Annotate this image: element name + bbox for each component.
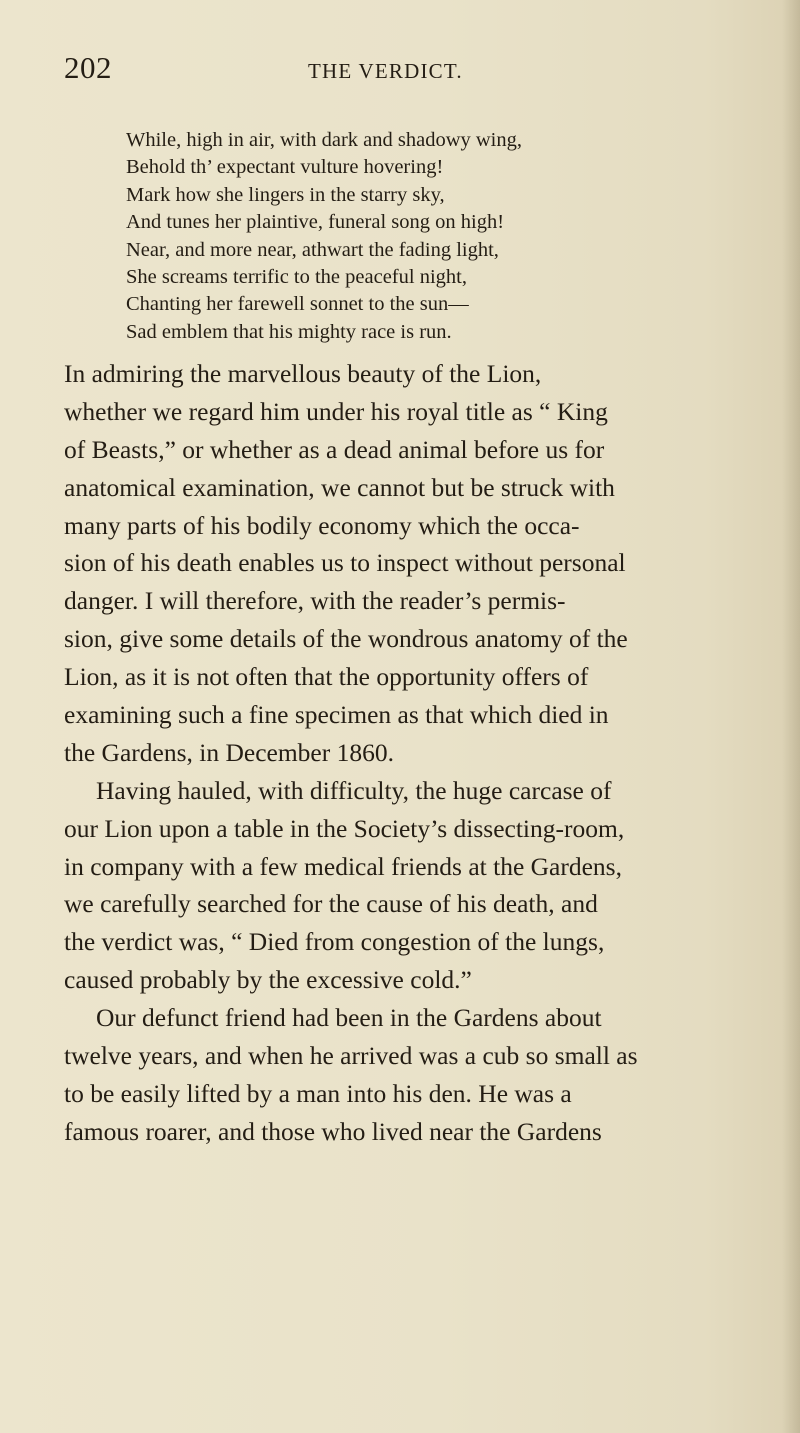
body-text-line: of Beasts,” or whether as a dead animal before us for xyxy=(64,434,605,464)
body-text-line: in company with a few medical friends at the Gardens, xyxy=(64,851,622,881)
poem-stanza xyxy=(126,127,726,346)
body-text-line: Our defunct friend had been in the Gardens about xyxy=(96,1003,602,1033)
body-text-line: to be easily lifted by a man into his den. He was a xyxy=(64,1078,572,1108)
body-text-line: twelve years, and when he arrived was a cub so small as xyxy=(64,1041,638,1071)
body-text-line: Lion, as it is not often that the opportunity offers of xyxy=(64,662,589,692)
poem-line: And tunes her plaintive, funeral song on high! xyxy=(126,211,505,234)
poem-line: Chanting her farewell sonnet to the sun— xyxy=(126,293,469,316)
poem-line: Sad emblem that his mighty race is run. xyxy=(126,320,452,343)
poem-line: Mark how she lingers in the starry sky, xyxy=(126,183,445,206)
body-text-line: In admiring the marvellous beauty of the Lion, xyxy=(64,359,542,388)
body-text-line: Having hauled, with difficulty, the huge carcase of xyxy=(96,775,612,805)
page-number: 202 xyxy=(64,50,112,85)
body-text-line: danger. I will therefore, with the reader’s permis- xyxy=(64,586,566,616)
body-text-line: many parts of his bodily economy which the occa- xyxy=(64,510,580,540)
body-text-line: sion, give some details of the wondrous anatomy of the xyxy=(64,624,628,654)
body-text xyxy=(64,355,750,1151)
body-text-line: examining such a fine specimen as that which died in xyxy=(64,700,609,730)
body-text-line: sion of his death enables us to inspect without personal xyxy=(64,548,626,578)
body-text-line: caused probably by the excessive cold.” xyxy=(64,965,472,995)
body-text-line: whether we regard him under his royal title as “ King xyxy=(64,396,608,426)
poem-line: She screams terrific to the peaceful night, xyxy=(126,265,467,288)
body-text-line: our Lion upon a table in the Society’s dissecting-room, xyxy=(64,813,625,843)
running-head: THE VERDICT. xyxy=(308,59,463,83)
body-text-line: the Gardens, in December 1860. xyxy=(64,737,394,767)
body-text-line: we carefully searched for the cause of his death, and xyxy=(64,889,598,919)
page-edge-shadow xyxy=(782,0,800,1433)
poem-line: Near, and more near, athwart the fading light, xyxy=(126,238,499,261)
body-text-line: famous roarer, and those who lived near the Gardens xyxy=(64,1116,602,1146)
page-header xyxy=(64,50,744,94)
poem-line: While, high in air, with dark and shadowy wing, xyxy=(126,129,523,151)
body-text-line: the verdict was, “ Died from congestion of the lungs, xyxy=(64,927,605,957)
body-text-line: anatomical examination, we cannot but be struck with xyxy=(64,472,615,502)
poem-line: Behold th’ expectant vulture hovering! xyxy=(126,156,444,179)
